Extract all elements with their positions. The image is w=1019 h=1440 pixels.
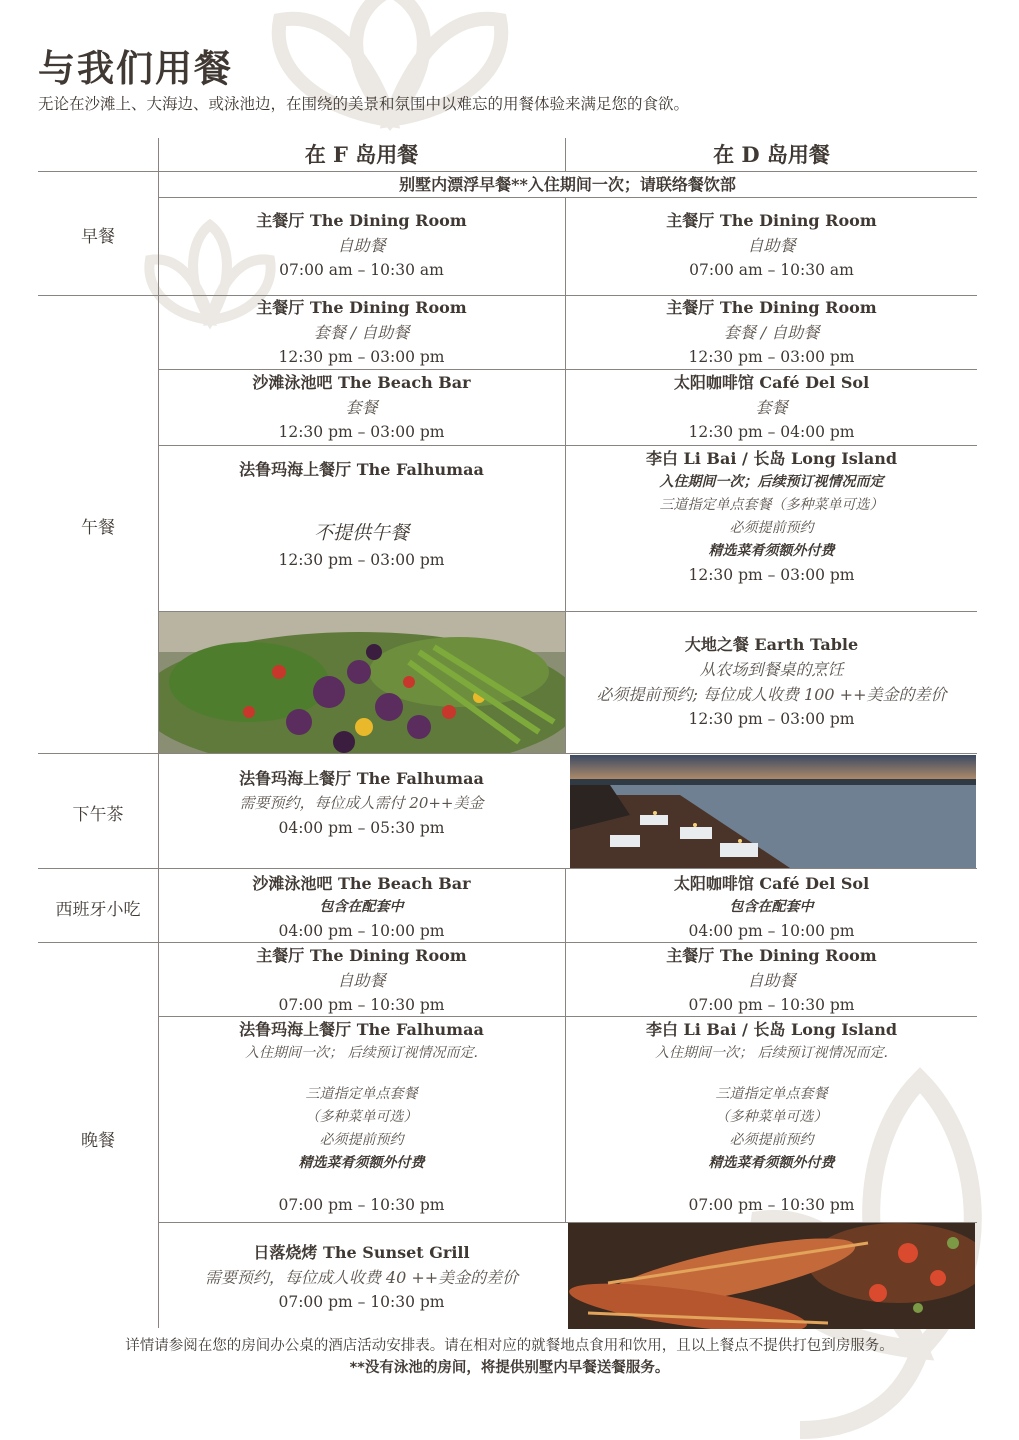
opening-hours: 12:30 pm – 03:00 pm bbox=[688, 710, 855, 728]
opening-hours: 04:00 pm – 10:00 pm bbox=[688, 922, 855, 940]
surcharge-note: 精选菜肴须额外付费 bbox=[708, 1155, 835, 1171]
reservation-note: 必须提前预约 bbox=[729, 1132, 814, 1148]
opening-hours: 04:00 pm – 10:00 pm bbox=[278, 922, 445, 940]
opening-hours: 07:00 pm – 10:30 pm bbox=[688, 1196, 855, 1214]
venue-name: 主餐厅 The Dining Room bbox=[256, 946, 467, 965]
concept-note: 从农场到餐桌的烹饪 bbox=[699, 660, 844, 679]
menu-options-note: （多种菜单可选） bbox=[305, 1109, 418, 1125]
service-style: 套餐 / 自助餐 bbox=[723, 323, 820, 342]
dinner-f-cell-3 bbox=[158, 1240, 565, 1315]
booking-note: 需要预约，每位成人需付 20++美金 bbox=[239, 794, 484, 812]
footer-asterisk-note: **没有泳池的房间，将提供别墅内早餐送餐服务。 bbox=[349, 1360, 670, 1376]
opening-hours: 12:30 pm – 03:00 pm bbox=[278, 348, 445, 366]
venue-name: 主餐厅 The Dining Room bbox=[256, 298, 467, 317]
menu-note: 三道指定单点套餐（多种菜单可选） bbox=[659, 497, 884, 513]
tapas-f-cell bbox=[158, 871, 565, 944]
page-subtitle: 无论在沙滩上、大海边、或泳池边，在围绕的美景和氛围中以难忘的用餐体验来满足您的食欲。 bbox=[38, 95, 690, 113]
meal-label-afternoon-tea: 下午茶 bbox=[72, 805, 124, 825]
venue-name: 法鲁玛海上餐厅 The Falhumaa bbox=[239, 460, 484, 479]
surcharge-note: 精选菜肴须额外付费 bbox=[298, 1155, 425, 1171]
venue-name: 沙滩泳池吧 The Beach Bar bbox=[252, 874, 471, 893]
column-header-d-island: 在 D 岛用餐 bbox=[713, 142, 830, 167]
venue-name: 主餐厅 The Dining Room bbox=[666, 298, 877, 317]
opening-hours: 07:00 pm – 10:30 pm bbox=[688, 996, 855, 1014]
package-note: 包含在配套中 bbox=[319, 899, 404, 915]
no-lunch-note: 不提供午餐 bbox=[313, 522, 409, 544]
breakfast-d-cell bbox=[566, 208, 977, 283]
vegetable-basket-photo bbox=[159, 612, 565, 753]
venue-name: 李白 Li Bai / 长岛 Long Island bbox=[645, 449, 898, 468]
venue-name: 大地之餐 Earth Table bbox=[684, 635, 859, 654]
grid-line bbox=[158, 197, 977, 198]
opening-hours: 07:00 pm – 10:30 pm bbox=[278, 996, 445, 1014]
opening-hours: 12:30 pm – 03:00 pm bbox=[688, 348, 855, 366]
service-style: 套餐 bbox=[755, 398, 788, 417]
booking-note: 入住期间一次； 后续预订视情况而定. bbox=[245, 1045, 478, 1061]
surcharge-note: 精选菜肴须额外付费 bbox=[708, 543, 835, 559]
venue-name: 主餐厅 The Dining Room bbox=[256, 211, 467, 230]
lunch-f-cell-2 bbox=[158, 370, 565, 445]
service-style: 套餐 bbox=[345, 398, 378, 417]
service-style: 自助餐 bbox=[747, 236, 796, 255]
meal-label-dinner: 晚餐 bbox=[81, 1131, 115, 1151]
lunch-f-cell-1 bbox=[158, 295, 565, 370]
opening-hours: 07:00 am – 10:30 am bbox=[689, 261, 854, 279]
dinner-d-cell-1 bbox=[566, 943, 977, 1018]
service-style: 自助餐 bbox=[337, 236, 386, 255]
lunch-d-cell-3 bbox=[566, 446, 977, 588]
breakfast-f-cell bbox=[158, 208, 565, 283]
venue-name: 太阳咖啡馆 Café Del Sol bbox=[673, 373, 870, 392]
opening-hours: 12:30 pm – 03:00 pm bbox=[278, 551, 445, 569]
menu-options-note: （多种菜单可选） bbox=[715, 1109, 828, 1125]
column-header-f-island: 在 F 岛用餐 bbox=[304, 142, 419, 167]
floating-breakfast-row bbox=[158, 172, 977, 197]
opening-hours: 12:30 pm – 03:00 pm bbox=[278, 423, 445, 441]
overwater-restaurant-photo bbox=[570, 755, 976, 868]
grid-line bbox=[38, 753, 977, 754]
menu-note: 三道指定单点套餐 bbox=[715, 1086, 828, 1102]
venue-name: 主餐厅 The Dining Room bbox=[666, 211, 877, 230]
afternoon-tea-cell bbox=[158, 766, 565, 841]
surcharge-note: 需要预约，每位成人收费 40 ++美金的差价 bbox=[204, 1268, 519, 1287]
service-style: 套餐 / 自助餐 bbox=[313, 323, 410, 342]
dinner-d-cell-2 bbox=[566, 1017, 977, 1218]
dinner-f-cell-2 bbox=[158, 1017, 565, 1218]
grid-line bbox=[38, 868, 977, 869]
reservation-note: 必须提前预约 bbox=[729, 520, 814, 536]
opening-hours: 04:00 pm – 05:30 pm bbox=[278, 819, 445, 837]
lunch-d-cell-1 bbox=[566, 295, 977, 370]
venue-name: 日落烧烤 The Sunset Grill bbox=[253, 1243, 470, 1262]
venue-name: 法鲁玛海上餐厅 The Falhumaa bbox=[239, 1020, 484, 1039]
service-style: 自助餐 bbox=[337, 971, 386, 990]
floating-breakfast-note: 别墅内漂浮早餐**入住期间一次；请联络餐饮部 bbox=[399, 175, 736, 194]
footer-note: 详情请参阅在您的房间办公桌的酒店活动安排表。请在相对应的就餐地点食用和饮用，且以上餐点不提供打包到房服务。 bbox=[125, 1338, 894, 1354]
opening-hours: 07:00 pm – 10:30 pm bbox=[278, 1293, 445, 1311]
meal-label-lunch: 午餐 bbox=[81, 518, 115, 538]
venue-name: 法鲁玛海上餐厅 The Falhumaa bbox=[239, 769, 484, 788]
venue-name: 太阳咖啡馆 Café Del Sol bbox=[673, 874, 870, 893]
opening-hours: 07:00 am – 10:30 am bbox=[279, 261, 444, 279]
page-title: 与我们用餐 bbox=[38, 47, 233, 90]
opening-hours: 12:30 pm – 04:00 pm bbox=[688, 423, 855, 441]
grilled-lobster-photo bbox=[568, 1223, 975, 1329]
venue-name: 主餐厅 The Dining Room bbox=[666, 946, 877, 965]
package-note: 包含在配套中 bbox=[729, 899, 814, 915]
venue-name: 李白 Li Bai / 长岛 Long Island bbox=[645, 1020, 898, 1039]
venue-name: 沙滩泳池吧 The Beach Bar bbox=[252, 373, 471, 392]
service-style: 自助餐 bbox=[747, 971, 796, 990]
lunch-d-cell-4 bbox=[566, 632, 977, 732]
tapas-d-cell bbox=[566, 871, 977, 944]
menu-note: 三道指定单点套餐 bbox=[305, 1086, 418, 1102]
opening-hours: 12:30 pm – 03:00 pm bbox=[688, 566, 855, 584]
meal-label-breakfast: 早餐 bbox=[81, 227, 115, 247]
reservation-note: 必须提前预约 bbox=[319, 1132, 404, 1148]
surcharge-note: 必须提前预约; 每位成人收费 100 ++美金的差价 bbox=[596, 685, 947, 704]
lunch-d-cell-2 bbox=[566, 370, 977, 445]
booking-note: 入住期间一次；后续预订视情况而定 bbox=[659, 474, 884, 490]
booking-note: 入住期间一次； 后续预订视情况而定. bbox=[655, 1045, 888, 1061]
dinner-f-cell-1 bbox=[158, 943, 565, 1018]
opening-hours: 07:00 pm – 10:30 pm bbox=[278, 1196, 445, 1214]
meal-label-tapas: 西班牙小吃 bbox=[55, 900, 141, 920]
lunch-f-cell-3 bbox=[158, 457, 565, 573]
